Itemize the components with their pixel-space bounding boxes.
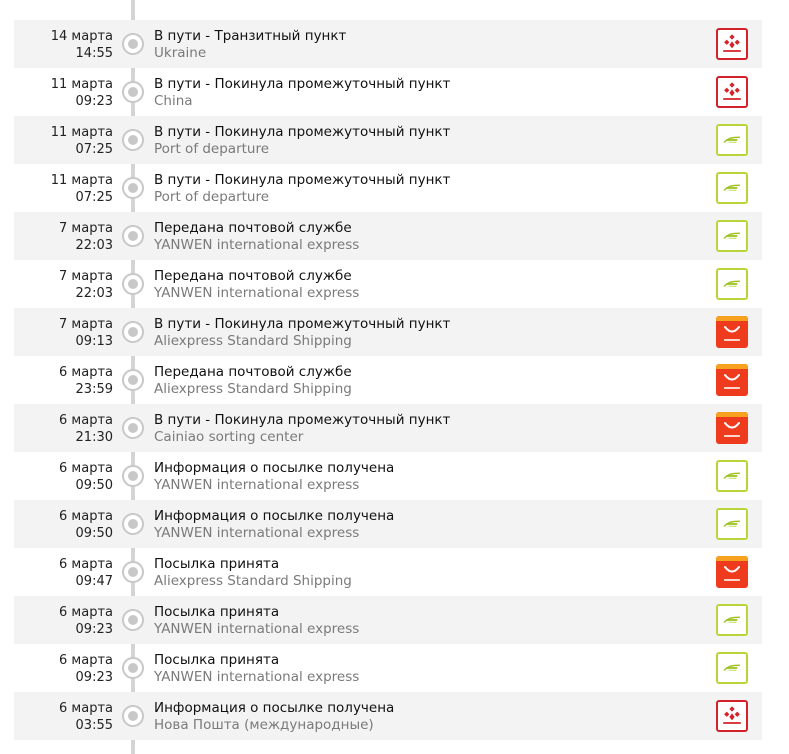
event-datetime xyxy=(51,28,113,62)
event-status: В пути - Покинула промежуточный пункт xyxy=(154,172,451,188)
event-status: Передана почтовой службе xyxy=(154,220,352,236)
timeline-dot-icon xyxy=(122,513,144,535)
event-status: В пути - Покинула промежуточный пункт xyxy=(154,412,451,428)
event-location: Aliexpress Standard Shipping xyxy=(154,381,352,397)
timeline-dot-icon xyxy=(122,177,144,199)
event-time: 09:23 xyxy=(75,94,113,109)
event-status: Информация о посылке получена xyxy=(154,508,395,524)
timeline-dot-icon xyxy=(122,561,144,583)
timeline-row xyxy=(14,644,762,692)
event-datetime xyxy=(59,220,113,254)
event-time: 23:59 xyxy=(75,382,113,397)
event-date: 6 марта xyxy=(59,653,113,668)
event-status: Посылка принята xyxy=(154,652,280,668)
event-status: В пути - Транзитный пункт xyxy=(154,28,347,44)
timeline-row xyxy=(14,356,762,404)
event-location: Aliexpress Standard Shipping xyxy=(154,333,352,349)
timeline-row xyxy=(14,260,762,308)
event-date: 11 марта xyxy=(50,77,113,92)
event-datetime xyxy=(59,700,113,734)
timeline-row xyxy=(14,596,762,644)
nova-poshta-logo-icon xyxy=(716,700,748,732)
event-date: 6 марта xyxy=(59,701,113,716)
event-time: 09:50 xyxy=(75,478,113,493)
event-time: 09:13 xyxy=(75,334,113,349)
event-date: 14 марта xyxy=(50,29,113,44)
yanwen-logo-icon xyxy=(716,172,748,204)
timeline-row xyxy=(14,404,762,452)
timeline-row xyxy=(14,68,762,116)
event-status: Посылка принята xyxy=(154,556,280,572)
timeline-dot-icon xyxy=(122,33,144,55)
timeline-dot-icon xyxy=(122,225,144,247)
aliexpress-logo-icon xyxy=(716,556,748,588)
event-date: 6 марта xyxy=(59,557,113,572)
event-location: YANWEN international express xyxy=(154,285,360,301)
aliexpress-logo-icon xyxy=(716,412,748,444)
event-datetime xyxy=(59,412,113,446)
event-time: 22:03 xyxy=(75,286,113,301)
yanwen-logo-icon xyxy=(716,124,748,156)
yanwen-logo-icon xyxy=(716,604,748,636)
event-datetime xyxy=(51,172,113,206)
timeline-row xyxy=(14,692,762,740)
event-location: Ukraine xyxy=(154,45,207,61)
timeline-row xyxy=(14,212,762,260)
timeline-row xyxy=(14,20,762,68)
timeline-dot-icon xyxy=(122,369,144,391)
event-time: 09:47 xyxy=(75,574,113,589)
event-time: 07:25 xyxy=(75,142,113,157)
timeline-dot-icon xyxy=(122,609,144,631)
event-location: YANWEN international express xyxy=(154,525,360,541)
event-status: В пути - Покинула промежуточный пункт xyxy=(154,76,451,92)
timeline-dot-icon xyxy=(122,273,144,295)
event-status: Посылка принята xyxy=(154,604,280,620)
event-datetime xyxy=(59,268,113,302)
yanwen-logo-icon xyxy=(716,268,748,300)
event-date: 7 марта xyxy=(59,269,113,284)
event-status: Информация о посылке получена xyxy=(154,700,395,716)
event-status: В пути - Покинула промежуточный пункт xyxy=(154,316,451,332)
event-location: YANWEN international express xyxy=(154,477,360,493)
event-date: 11 марта xyxy=(50,173,113,188)
event-time: 09:23 xyxy=(75,670,113,685)
event-location: Port of departure xyxy=(154,141,270,157)
event-location: Нова Пошта (международные) xyxy=(154,717,374,733)
timeline-row xyxy=(14,164,762,212)
aliexpress-logo-icon xyxy=(716,316,748,348)
event-time: 07:25 xyxy=(75,190,113,205)
event-date: 6 марта xyxy=(59,605,113,620)
event-status: Передана почтовой службе xyxy=(154,364,352,380)
event-time: 21:30 xyxy=(75,430,113,445)
event-date: 6 марта xyxy=(59,509,113,524)
event-time: 09:23 xyxy=(75,622,113,637)
nova-poshta-logo-icon xyxy=(716,28,748,60)
timeline-row xyxy=(14,452,762,500)
yanwen-logo-icon xyxy=(716,508,748,540)
event-time: 14:55 xyxy=(75,46,113,61)
timeline-dot-icon xyxy=(122,417,144,439)
event-datetime xyxy=(59,364,113,398)
event-datetime xyxy=(59,316,113,350)
event-status: Информация о посылке получена xyxy=(154,460,395,476)
nova-poshta-logo-icon xyxy=(716,76,748,108)
event-datetime xyxy=(51,76,113,110)
timeline-dot-icon xyxy=(122,321,144,343)
event-location: Cainiao sorting center xyxy=(154,429,304,445)
event-status: Передана почтовой службе xyxy=(154,268,352,284)
event-date: 6 марта xyxy=(59,413,113,428)
event-date: 6 марта xyxy=(59,461,113,476)
event-location: YANWEN international express xyxy=(154,669,360,685)
timeline-row xyxy=(14,500,762,548)
event-datetime xyxy=(51,124,113,158)
timeline-row xyxy=(14,308,762,356)
event-location: YANWEN international express xyxy=(154,621,360,637)
event-datetime xyxy=(59,508,113,542)
timeline-dot-icon xyxy=(122,81,144,103)
timeline-dot-icon xyxy=(122,705,144,727)
event-date: 7 марта xyxy=(59,317,113,332)
event-time: 03:55 xyxy=(75,718,113,733)
event-status: В пути - Покинула промежуточный пункт xyxy=(154,124,451,140)
event-location: China xyxy=(154,93,193,109)
timeline-dot-icon xyxy=(122,657,144,679)
event-location: Port of departure xyxy=(154,189,270,205)
event-time: 22:03 xyxy=(75,238,113,253)
event-time: 09:50 xyxy=(75,526,113,541)
event-location: YANWEN international express xyxy=(154,237,360,253)
yanwen-logo-icon xyxy=(716,220,748,252)
aliexpress-logo-icon xyxy=(716,364,748,396)
event-location: Aliexpress Standard Shipping xyxy=(154,573,352,589)
event-date: 7 марта xyxy=(59,221,113,236)
event-datetime xyxy=(59,652,113,686)
timeline-dot-icon xyxy=(122,129,144,151)
event-date: 11 марта xyxy=(50,125,113,140)
timeline-row xyxy=(14,116,762,164)
event-datetime xyxy=(59,556,113,590)
yanwen-logo-icon xyxy=(716,652,748,684)
event-date: 6 марта xyxy=(59,365,113,380)
yanwen-logo-icon xyxy=(716,460,748,492)
event-datetime xyxy=(59,460,113,494)
timeline-row xyxy=(14,548,762,596)
timeline-dot-icon xyxy=(122,465,144,487)
event-datetime xyxy=(59,604,113,638)
